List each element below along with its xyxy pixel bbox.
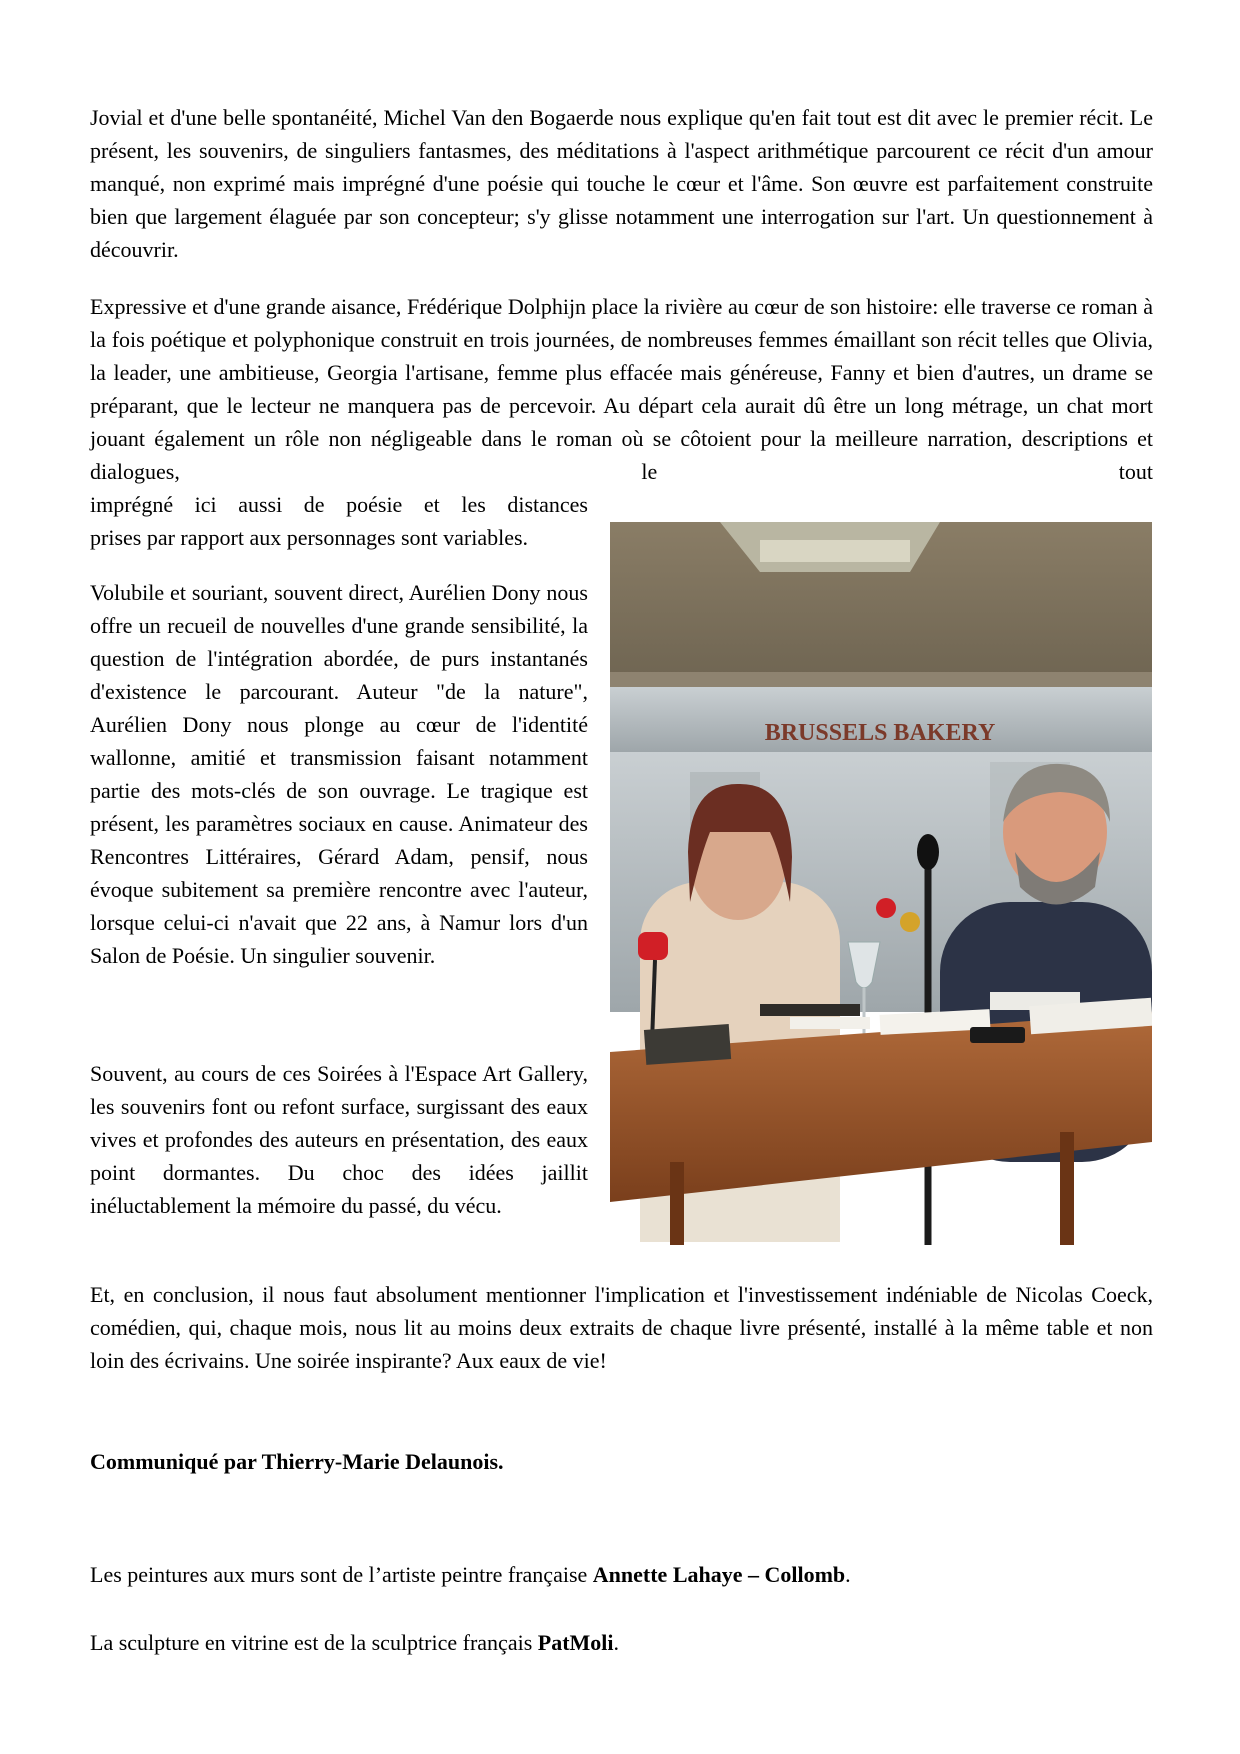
photo-sign-text: BRUSSELS BAKERY <box>764 720 996 746</box>
paintings-credit <box>90 1558 851 1591</box>
sculpture-credit-suffix: . <box>613 1630 620 1655</box>
sculpture-credit-prefix: La sculpture en vitrine est de la sculptrice français <box>90 1630 538 1655</box>
paragraph-dolphijn-tail-line1: imprégné ici aussi de poésie et les distances <box>90 492 588 517</box>
paragraph-dolphijn-tail-line2: prises par rapport aux personnages sont variables. <box>90 525 529 550</box>
paragraph-conclusion: Et, en conclusion, il nous faut absolument mentionner l'implication et l'investissement indéniable de Nicolas Coeck, comédien, qui, chaque mois, nous lit au moins deux extraits de chaque livre présenté, installé à la même table et non loin des écrivains. Une soirée inspirante? Aux eaux de vie! <box>90 1282 1153 1373</box>
paragraph-dony: Volubile et souriant, souvent direct, Aurélien Dony nous offre un recueil de nouvelles d'une grande sensibilité, la question de l'intégration abordée, de purs instantanés d'existence le parcourant. Auteur "de la nature", Aurélien Dony nous plonge au cœur de l'identité wallonne, amitié et transmission faisant notamment partie des mots-clés de son ouvrage. Le tragique est présent, les paramètres sociaux en cause. Animateur des Rencontres Littéraires, Gérard Adam, pensif, nous évoque subitement sa première rencontre avec l'auteur, lorsque celui-ci n'avait que 22 ans, à Namur lors d'un Salon de Poésie. Un singulier souvenir. <box>90 580 588 968</box>
paintings-credit-suffix: . <box>845 1562 851 1587</box>
paragraph-dolphijn-text: Expressive et d'une grande aisance, Frédérique Dolphijn place la rivière au cœur de son histoire: elle traverse ce roman à la fois poétique et polyphonique construit en trois journées, de nombreuses femmes émaillant son récit telles que Olivia, la leader, une ambitieuse, Georgia l'artisane, femme plus effacée mais généreuse, Fanny et bien d'autres, un drame se préparant, que le lecteur ne manquera pas de percevoir. Au départ cela aurait dû être un long métrage, un chat mort jouant également un rôle non négligeable dans le roman où se côtoient pour la meilleure narration, descriptions et dialogues, le tout <box>90 294 1153 484</box>
signature: Communiqué par Thierry-Marie Delaunois. <box>90 1449 504 1474</box>
paragraph-souvenirs: Souvent, au cours de ces Soirées à l'Espace Art Gallery, les souvenirs font ou refont surface, surgissant des eaux vives et profondes des auteurs en présentation, des eaux point dormantes. Du choc des idées jaillit inéluctablement la mémoire du passé, du vécu. <box>90 1061 588 1218</box>
sculpture-credit <box>90 1626 619 1659</box>
event-photo <box>610 522 1152 1245</box>
sculpture-artist: PatMoli <box>537 1630 614 1655</box>
paragraph-dolphijn <box>90 290 1153 554</box>
paragraph-van-den-bogaerde: Jovial et d'une belle spontanéité, Michel Van den Bogaerde nous explique qu'en fait tout est dit avec le premier récit. Le présent, les souvenirs, de singuliers fantasmes, des méditations à l'aspect arithmétique parcourent ce récit d'un amour manqué, non exprimé mais imprégné d'une poésie qui touche le cœur et l'âme. Son œuvre est parfaitement construite bien que largement élaguée par son concepteur; s'y glisse notamment une interrogation sur l'art. Un questionnement à découvrir. <box>90 105 1153 262</box>
paintings-credit-prefix: Les peintures aux murs sont de l’artiste peintre française <box>90 1562 593 1587</box>
paintings-artist: Annette Lahaye – Collomb <box>592 1562 846 1587</box>
